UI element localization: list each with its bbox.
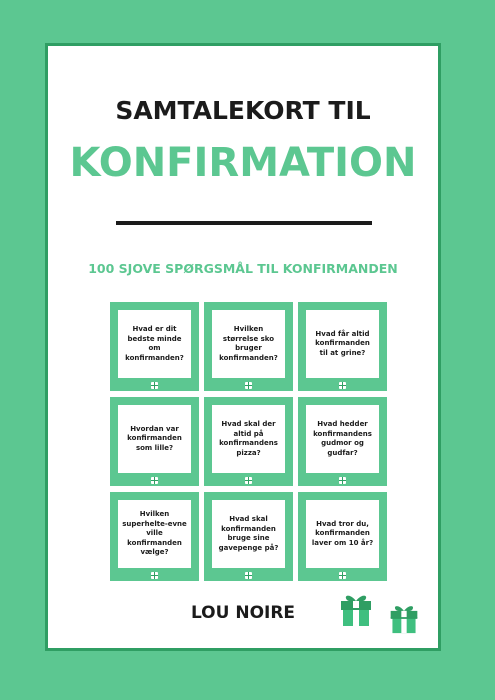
question-card [298,302,387,391]
card-text: Hvad hedder konfirmandens gudmor og gudfar? [313,420,372,457]
cross-icon [245,382,252,389]
question-card [298,397,387,486]
title-line-2: KONFIRMATION [69,140,417,186]
cross-icon [339,477,346,484]
cross-icon [245,572,252,579]
cross-icon [245,477,252,484]
card-text: Hvad får altid konfirmanden til at grine? [315,329,370,357]
card-text: Hvad skal der altid på konfirmandens pizza? [219,420,278,457]
question-card [204,302,293,391]
cross-icon [339,382,346,389]
cross-icon [151,477,158,484]
cross-icon [339,572,346,579]
card-text: Hvad skal konfirmanden bruge sine gavepenge på? [218,515,279,552]
author-name: LOU NOIRE [190,603,296,623]
question-card [110,397,199,486]
card-grid [110,302,388,582]
gift-icon [338,591,374,627]
question-card [110,302,199,391]
gift-icon [388,602,420,634]
card-text: Hvad er dit bedste minde om konfirmanden? [125,325,184,362]
cover-page [45,43,441,651]
question-card [204,397,293,486]
cross-icon [151,382,158,389]
cross-icon [151,572,158,579]
question-card [110,492,199,581]
card-text: Hvad tror du, konfirmanden laver om 10 år? [311,519,374,547]
card-text: Hvilken superhelte-evne ville konfirmanden vælge? [122,510,187,557]
subtitle: 100 SJOVE SPØRGSMÅL TIL KONFIRMANDEN [88,261,398,276]
card-text: Hvordan var konfirmanden som lille? [127,424,182,452]
title-line-1: SAMTALEKORT TIL [115,96,371,125]
card-text: Hvilken størrelse sko bruger konfirmanden? [219,325,278,362]
question-card [298,492,387,581]
question-card [204,492,293,581]
divider [116,221,372,225]
